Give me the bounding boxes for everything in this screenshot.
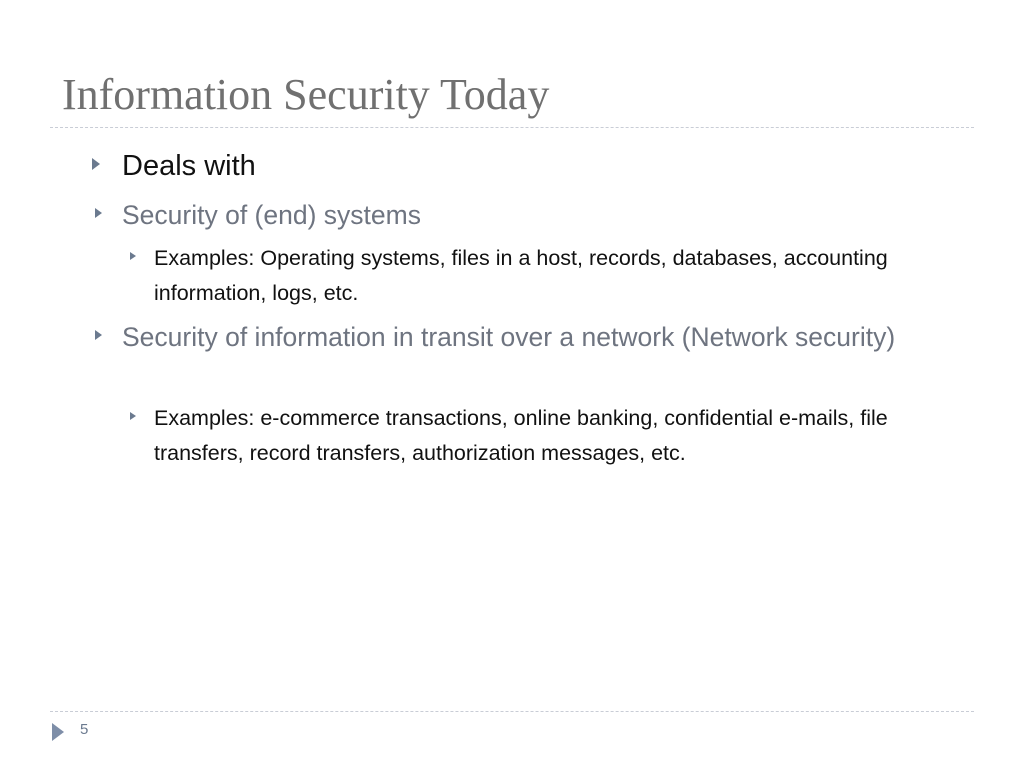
bullet-end-systems (95, 195, 915, 235)
bullet-end-systems-examples (130, 241, 910, 311)
triangle-right-icon (130, 412, 136, 420)
triangle-right-icon (95, 208, 102, 218)
bullet-deals-with (92, 144, 256, 188)
bullet-network-security (95, 317, 915, 357)
bullet-network-examples (130, 401, 910, 471)
slide-title: Information Security Today (62, 70, 550, 119)
triangle-right-icon (130, 252, 136, 260)
triangle-right-icon (92, 158, 100, 170)
bullet-text: Examples: Operating systems, files in a host, records, databases, accounting information, logs, etc. (154, 246, 888, 305)
triangle-right-icon (52, 723, 64, 741)
bullet-text: Deals with (122, 150, 256, 182)
bullet-text: Security of information in transit over a network (Network security) (122, 322, 896, 352)
triangle-right-icon (95, 330, 102, 340)
page-number: 5 (80, 721, 89, 738)
title-divider (50, 127, 974, 128)
bullet-text: Examples: e-commerce transactions, online banking, confidential e-mails, file transfers, record transfers, authorization messages, etc. (154, 406, 888, 465)
bullet-text: Security of (end) systems (122, 200, 421, 230)
footer-divider (50, 711, 974, 712)
